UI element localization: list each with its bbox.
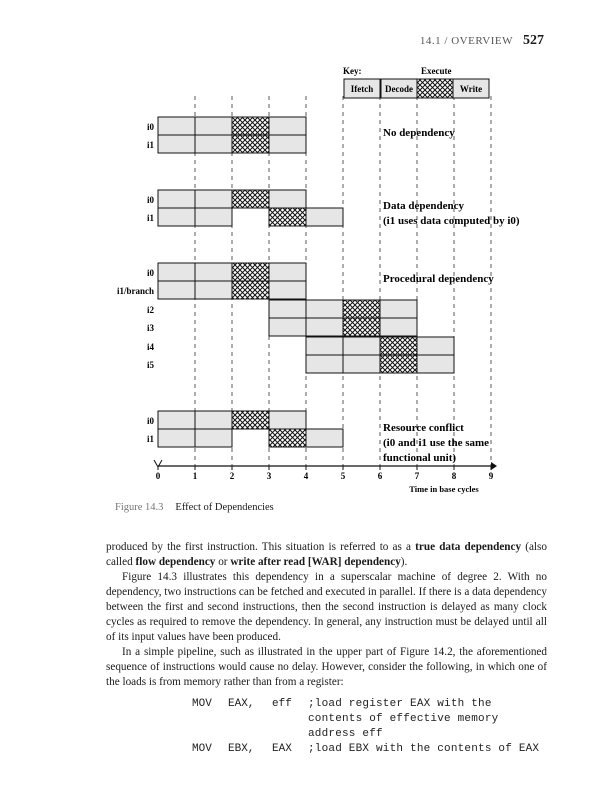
stage-write (269, 281, 306, 299)
dependency-group (147, 117, 455, 153)
x-tick-label: 4 (303, 471, 309, 481)
code-line: MOV EAX, eff ;load register EAX with the contents of effective memory address eff (192, 698, 506, 740)
page-number: 527 (523, 33, 544, 48)
stage-write (417, 337, 454, 355)
stage-fetch (158, 429, 195, 447)
code-line: MOV EBX, EAX ;load EBX with the contents of EAX (192, 743, 540, 755)
x-tick-label: 7 (414, 471, 420, 481)
stage-exec (232, 190, 269, 208)
dependency-group (117, 263, 494, 373)
x-axis-label: Time in base cycles (409, 484, 479, 494)
stage-decode (195, 190, 232, 208)
stage-decode (195, 429, 232, 447)
stage-write (380, 300, 417, 318)
stage-fetch (158, 135, 195, 153)
body-text (106, 540, 547, 690)
stage-fetch (158, 190, 195, 208)
instruction-label: i0 (146, 122, 154, 132)
stage-fetch (269, 300, 306, 318)
instruction-label: i0 (146, 195, 154, 205)
stage-write (306, 429, 343, 447)
paragraph-2: Figure 14.3 illustrates this dependency in a superscalar machine of degree 2. With no dependency, two instructions can be fetched and executed in parallel. If there is a data dependency between the first and second instructions, then the second instruction is delayed as many clock cycles as required to remove the dependency. In general, any instruction must be delayed until all of its input values have been produced. (106, 571, 547, 643)
x-tick-label: 6 (377, 471, 383, 481)
instruction-label: i0 (146, 416, 154, 426)
stage-exec (380, 355, 417, 373)
x-tick-label: 8 (451, 471, 457, 481)
code-listing (192, 697, 548, 757)
key-stage-label: Write (459, 84, 483, 94)
instruction-label: i1 (146, 213, 154, 223)
stage-decode (195, 135, 232, 153)
stage-exec (232, 281, 269, 299)
x-axis-arrow (491, 462, 497, 470)
stage-fetch (306, 337, 343, 355)
stage-fetch (158, 411, 195, 429)
stage-exec (380, 337, 417, 355)
stage-decode (343, 337, 380, 355)
instruction-label: i1/branch (116, 286, 154, 296)
stage-fetch (306, 355, 343, 373)
figure-caption (115, 502, 274, 513)
instruction-label: i3 (146, 323, 154, 333)
term-true-data-dependency: true data dependency (415, 541, 522, 553)
group-label: functional unit) (383, 452, 457, 464)
stage-decode (195, 411, 232, 429)
key-stage-box (417, 79, 453, 98)
stage-write (269, 263, 306, 281)
stage-decode (195, 281, 232, 299)
caption-label: Figure 14.3 (115, 502, 164, 513)
stage-write (417, 355, 454, 373)
group-label: (i0 and i1 use the same (383, 437, 490, 449)
stage-write (269, 411, 306, 429)
stage-fetch (158, 117, 195, 135)
stage-exec (232, 411, 269, 429)
stage-exec (269, 208, 306, 226)
term-flow-dependency: flow dependency (135, 556, 216, 568)
group-label: (i1 uses data computed by i0) (383, 215, 520, 227)
stage-decode (195, 117, 232, 135)
x-tick-label: 9 (488, 471, 494, 481)
x-tick-label: 2 (229, 471, 235, 481)
stage-exec (269, 429, 306, 447)
instruction-label: i2 (146, 305, 154, 315)
instruction-label: i0 (146, 268, 154, 278)
group-label: Data dependency (383, 200, 464, 212)
term-war-dependency: write after read [WAR] dependency (230, 556, 401, 568)
instruction-label: i1 (146, 434, 154, 444)
stage-write (269, 135, 306, 153)
stage-write (306, 208, 343, 226)
key-stage-label: Ifetch (350, 84, 374, 94)
instruction-label: i1 (146, 140, 154, 150)
stage-fetch (158, 281, 195, 299)
x-tick-label: 5 (340, 471, 346, 481)
stage-exec (232, 135, 269, 153)
key-stage-label: Decode (385, 84, 413, 94)
x-tick-label: 0 (155, 471, 161, 481)
stage-write (380, 318, 417, 336)
instruction-label: i4 (146, 342, 154, 352)
stage-fetch (158, 208, 195, 226)
stage-exec (343, 318, 380, 336)
stage-decode (343, 355, 380, 373)
dependency-group (147, 411, 489, 464)
stage-exec (232, 263, 269, 281)
x-tick-label: 3 (266, 471, 272, 481)
caption-text: Effect of Dependencies (175, 502, 274, 513)
paragraph-3: In a simple pipeline, such as illustrated in the upper part of Figure 14.2, the aforementioned sequence of instructions would cause no delay. However, consider the following, in which one of the loads is from memory rather than from a register: (106, 646, 547, 688)
group-label: Procedural dependency (383, 273, 494, 285)
stage-fetch (158, 263, 195, 281)
stage-exec (343, 300, 380, 318)
instruction-label: i5 (146, 360, 154, 370)
stage-fetch (269, 318, 306, 336)
group-label: No dependency (383, 127, 455, 139)
stage-write (269, 117, 306, 135)
dependency-group (147, 190, 520, 227)
stage-decode (195, 263, 232, 281)
key-title: Key: (343, 66, 362, 76)
stage-decode (306, 300, 343, 318)
paragraph-1: produced by the first instruction. This situation is referred to as a true data dependency (also called flow dependency or write after read [WAR] dependency). (106, 541, 547, 568)
x-tick-label: 1 (192, 471, 198, 481)
stage-decode (195, 208, 232, 226)
key-execute-label: Execute (421, 66, 452, 76)
stage-decode (306, 318, 343, 336)
group-label: Resource conflict (383, 422, 464, 434)
stage-write (269, 190, 306, 208)
stage-exec (232, 117, 269, 135)
section-title: 14.1 / OVERVIEW (419, 35, 513, 47)
